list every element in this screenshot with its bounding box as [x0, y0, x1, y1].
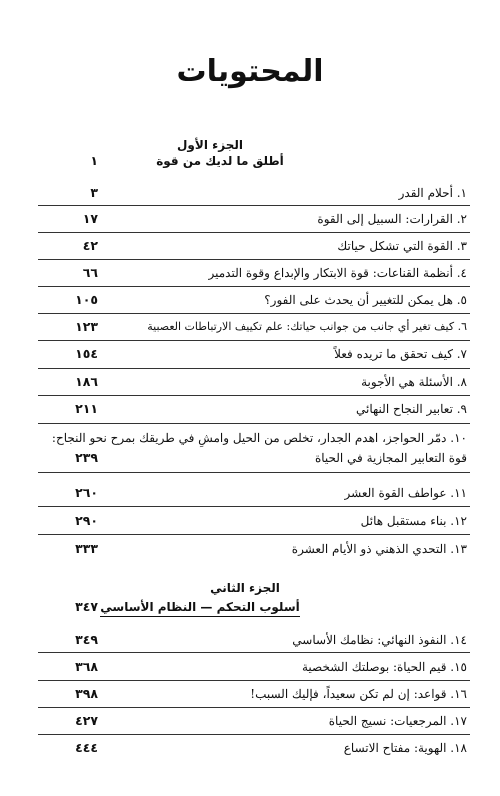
- toc-entry-6[interactable]: ٦. كيف تغير أي جانب من جوانب حياتك: علم تكييف الارتباطات العصبية: [147, 320, 467, 333]
- part1-page: ١: [90, 153, 98, 168]
- divider: [38, 707, 470, 708]
- toc-entry-7[interactable]: ٧. كيف تحقق ما تريده فعلاً: [334, 347, 467, 361]
- toc-entry-4[interactable]: ٤. أنظمة القناعات: قوة الابتكار والإبداع وقوة التدمير: [208, 266, 467, 280]
- toc-page-6: ١٢٣: [75, 319, 98, 334]
- toc-entry-1[interactable]: ١. أحلام القدر: [398, 186, 467, 200]
- toc-entry-18[interactable]: ١٨. الهوية: مفتاح الاتساع: [343, 741, 467, 755]
- divider: [38, 286, 470, 287]
- divider: [38, 652, 470, 653]
- toc-page-11: ٢٦٠: [75, 485, 98, 500]
- part1-subtitle: [70, 153, 370, 169]
- toc-entry-10[interactable]: ١٠. دمّر الحواجز، اهدم الجدار، تخلص من الحيل وامشِ في طريقك بمرح نحو النجاح: قوة التعابير المجازية في الحياة: [51, 431, 467, 465]
- divider: [38, 368, 470, 369]
- toc-page-1: ٣: [90, 185, 98, 200]
- toc-page-12: ٢٩٠: [75, 513, 98, 528]
- divider: [38, 734, 470, 735]
- part2-subtitle-text: أسلوب التحكم — النظام الأساسي: [100, 600, 299, 617]
- toc-page-14: ٣٤٩: [75, 632, 98, 647]
- toc-entry-12[interactable]: ١٢. بناء مستقبل هائل: [360, 514, 467, 528]
- toc-page-9: ٢١١: [75, 401, 98, 416]
- divider: [38, 680, 470, 681]
- toc-entry-17[interactable]: ١٧. المرجعيات: نسيج الحياة: [328, 714, 467, 728]
- toc-page-16: ٣٩٨: [75, 686, 98, 701]
- toc-page-7: ١٥٤: [75, 346, 98, 361]
- divider: [38, 472, 470, 473]
- toc-page-13: ٣٣٣: [75, 541, 98, 556]
- divider: [38, 232, 470, 233]
- divider: [38, 340, 470, 341]
- divider: [38, 395, 470, 396]
- divider: [38, 423, 470, 424]
- toc-page-17: ٤٢٧: [75, 713, 98, 728]
- toc-page-18: ٤٤٤: [75, 740, 98, 755]
- divider: [38, 313, 470, 314]
- divider: [38, 259, 470, 260]
- page-title: المحتويات: [176, 54, 324, 89]
- toc-entry-11[interactable]: ١١. عواطف القوة العشر: [344, 486, 467, 500]
- toc-entry-16[interactable]: ١٦. قواعد: إن لم تكن سعيداً، فإليك السبب!: [250, 687, 467, 701]
- part2-page: ٣٤٧: [75, 599, 98, 614]
- divider: [38, 506, 470, 507]
- toc-entry-2[interactable]: ٢. القرارات: السبيل إلى القوة: [317, 212, 467, 226]
- part1-subtitle-text: أطلق ما لديك من قوة: [156, 154, 284, 168]
- toc-entry-13[interactable]: ١٣. التحدي الذهني ذو الأيام العشرة: [291, 542, 467, 556]
- toc-page-10: ٢٣٩: [75, 450, 98, 465]
- toc-entry-8[interactable]: ٨. الأسئلة هي الأجوبة: [361, 375, 467, 389]
- toc-entry-15[interactable]: ١٥. قيم الحياة: بوصلتك الشخصية: [302, 660, 467, 674]
- toc-entry-5[interactable]: ٥. هل يمكن للتغيير أن يحدث على الفور؟: [264, 293, 467, 307]
- divider: [38, 534, 470, 535]
- toc-page-2: ١٧: [82, 211, 98, 226]
- toc-page-15: ٣٦٨: [75, 659, 98, 674]
- toc-entry-3[interactable]: ٣. القوة التي تشكل حياتك: [337, 239, 467, 253]
- toc-entry-9[interactable]: ٩. تعابير النجاح النهائي: [356, 402, 467, 416]
- toc-page-8: ١٨٦: [75, 374, 98, 389]
- toc-page-5: ١٠٥: [75, 292, 98, 307]
- part2-heading: الجزء الثاني: [210, 581, 280, 595]
- divider: [38, 205, 470, 206]
- toc-entry-14[interactable]: ١٤. النفوذ النهائي: نظامك الأساسي: [292, 633, 467, 647]
- toc-page-3: ٤٢: [82, 238, 98, 253]
- toc-page-4: ٦٦: [82, 265, 98, 280]
- part1-heading: الجزء الأول: [177, 138, 243, 152]
